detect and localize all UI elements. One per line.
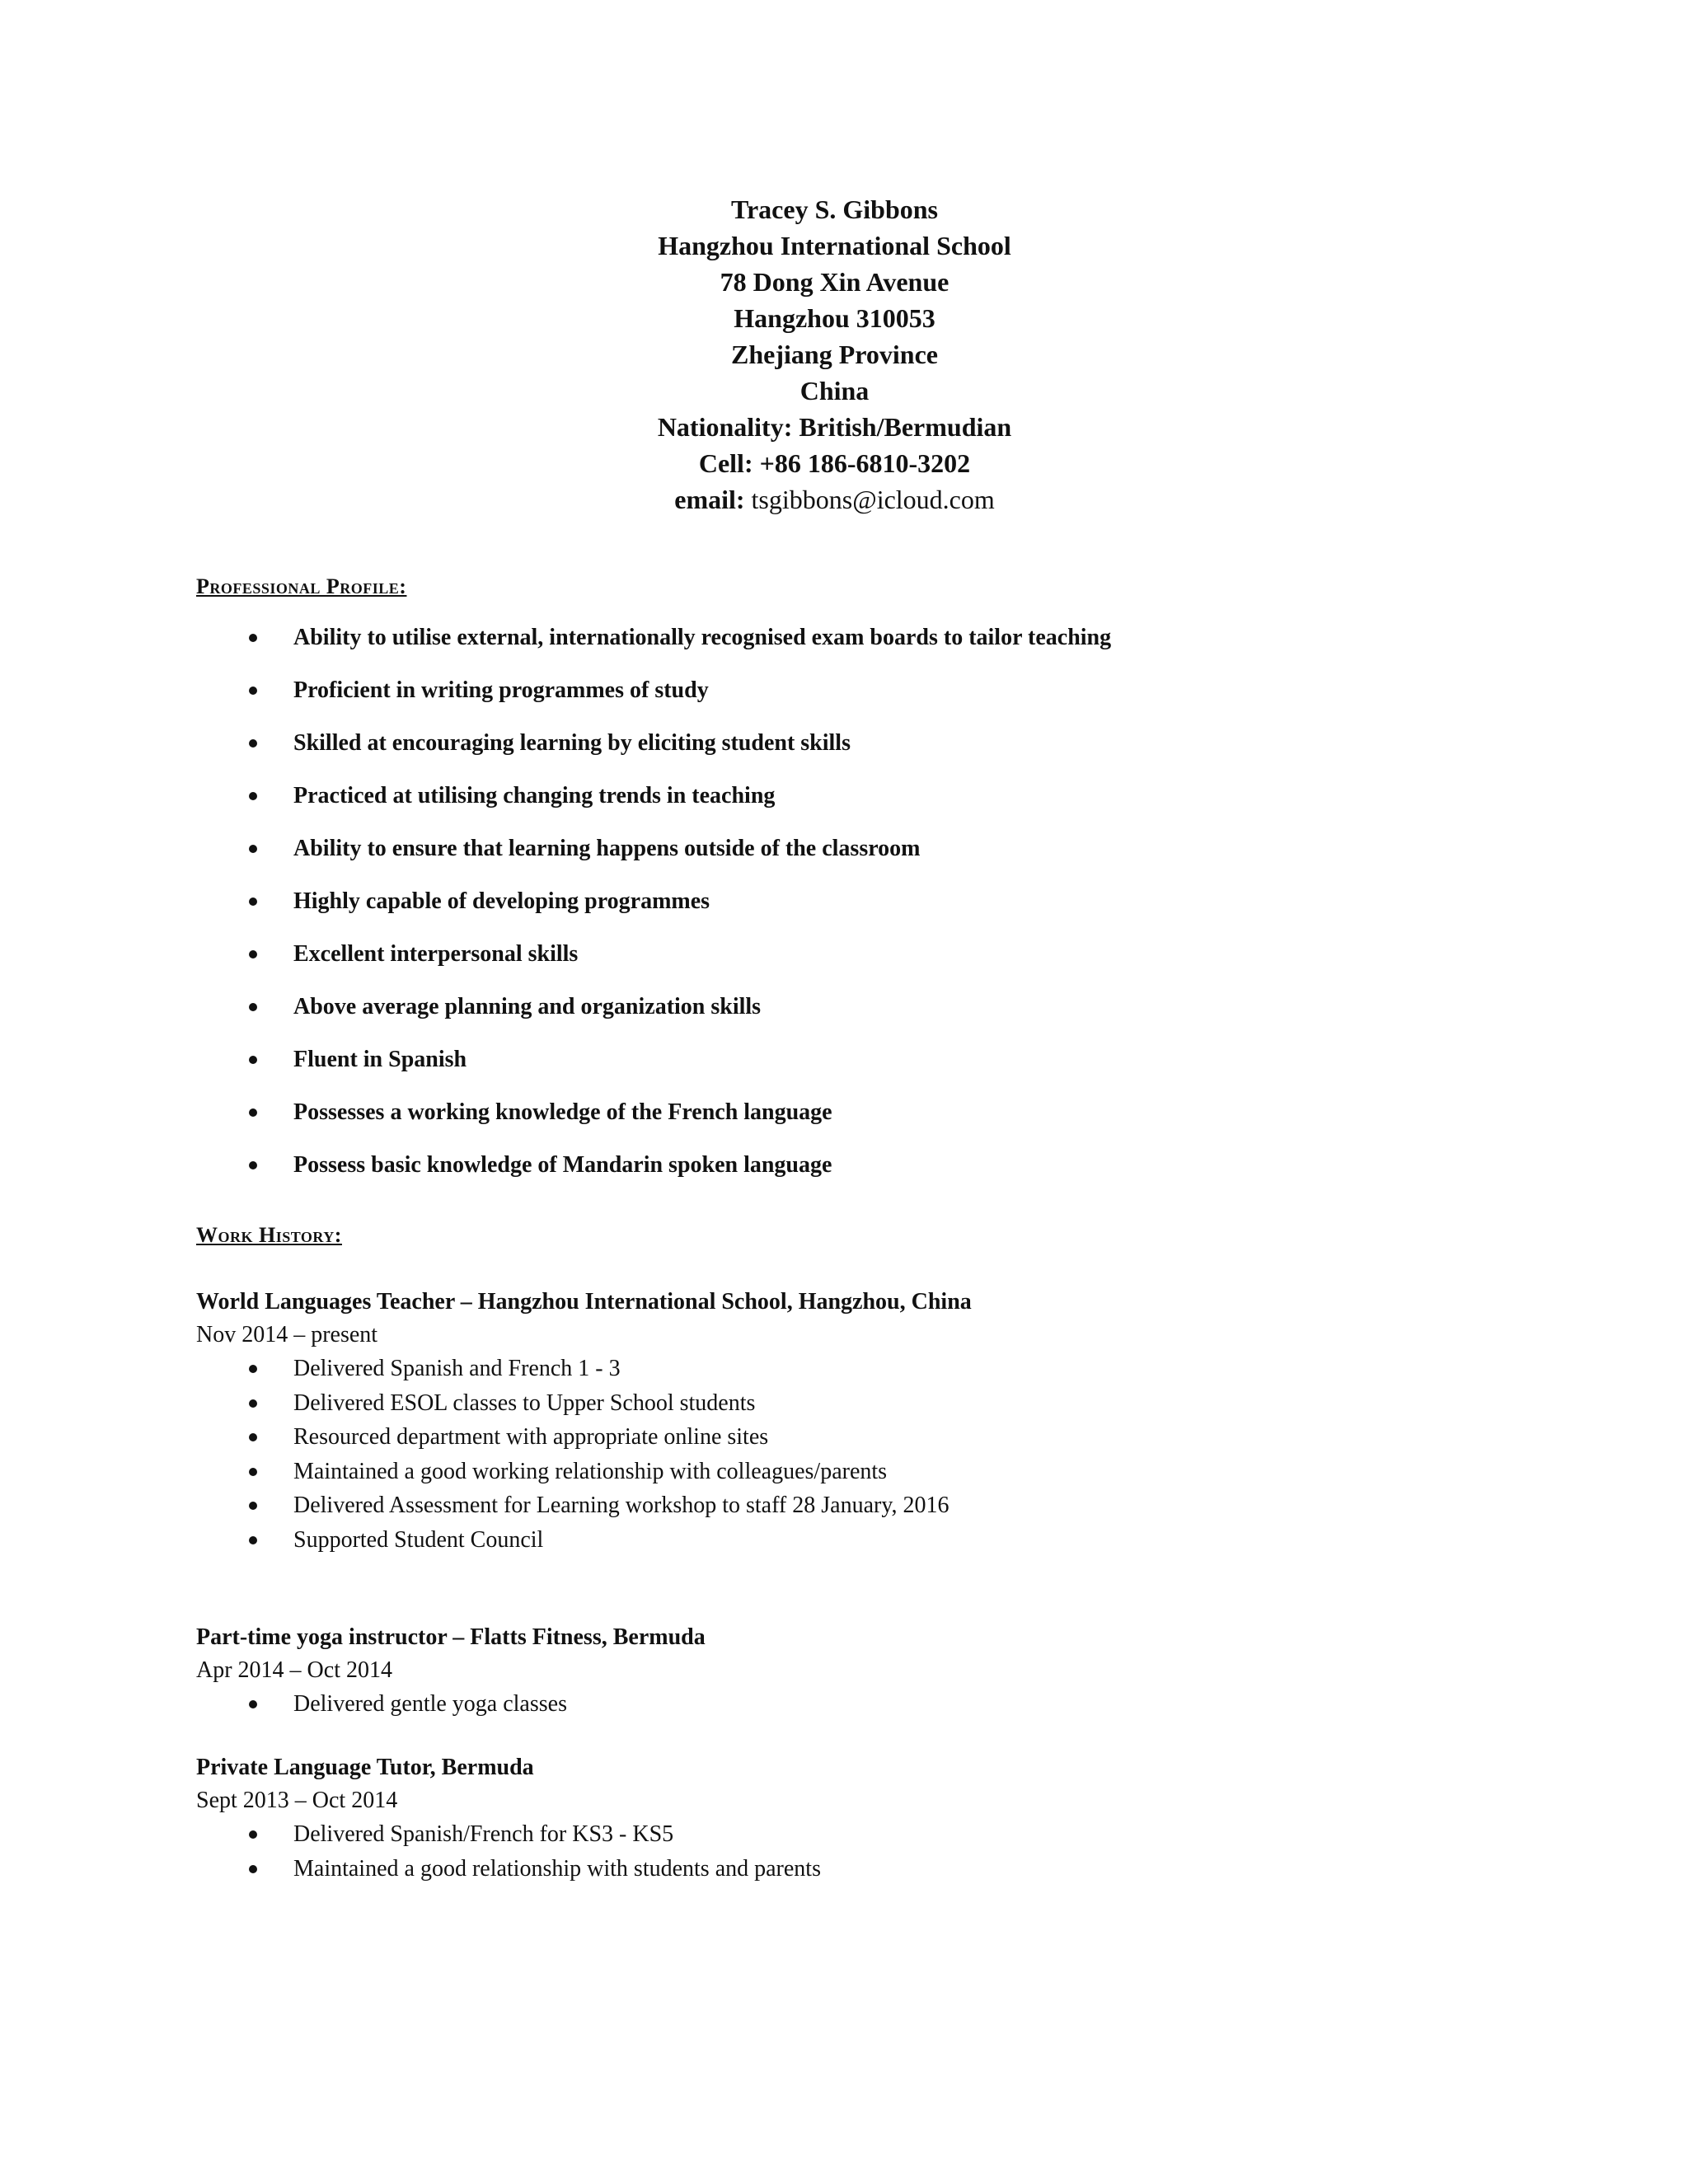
profile-item: Highly capable of developing programmes — [196, 885, 1111, 938]
duty-item: Resourced department with appropriate online sites — [196, 1420, 972, 1455]
profile-item: Possess basic knowledge of Mandarin spoken language — [196, 1149, 1111, 1202]
duty-item: Delivered Spanish/French for KS3 - KS5 — [196, 1817, 821, 1852]
contact-header — [0, 191, 1669, 518]
profile-item: Ability to utilise external, internationally recognised exam boards to tailor teaching — [196, 621, 1111, 674]
bullet-icon — [249, 792, 257, 800]
job-title: Private Language Tutor, Bermuda — [196, 1755, 534, 1780]
duty-list — [196, 1817, 821, 1886]
bullet-icon — [249, 1830, 257, 1839]
bullet-icon — [249, 1502, 257, 1510]
school-name: Hangzhou International School — [658, 231, 1011, 260]
bullet-icon — [249, 1365, 257, 1373]
bullet-icon — [249, 845, 257, 853]
duty-item: Supported Student Council — [196, 1523, 972, 1558]
bullet-icon — [249, 1468, 257, 1476]
street-address: 78 Dong Xin Avenue — [720, 267, 950, 297]
profile-list — [196, 621, 1111, 1202]
profile-item: Proficient in writing programmes of study — [196, 674, 1111, 727]
bullet-icon — [249, 1536, 257, 1544]
email-address: tsgibbons@icloud.com — [744, 485, 995, 514]
job-entry — [196, 1621, 706, 1722]
bullet-icon — [249, 898, 257, 906]
professional-profile-heading: Professional Profile: — [196, 574, 407, 598]
duty-list — [196, 1352, 972, 1557]
bullet-icon — [249, 1865, 257, 1873]
profile-item: Practiced at utilising changing trends in teaching — [196, 780, 1111, 832]
bullet-icon — [249, 1399, 257, 1408]
bullet-icon — [249, 1056, 257, 1064]
duty-item: Maintained a good working relationship with colleagues/parents — [196, 1455, 972, 1489]
job-title: World Languages Teacher – Hangzhou International School, Hangzhou, China — [196, 1289, 972, 1315]
bullet-icon — [249, 1003, 257, 1011]
profile-item: Skilled at encouraging learning by eliciting student skills — [196, 727, 1111, 780]
duty-item: Delivered gentle yoga classes — [196, 1687, 706, 1722]
email-label: email: — [674, 485, 745, 514]
profile-item: Above average planning and organization skills — [196, 991, 1111, 1043]
bullet-icon — [249, 950, 257, 958]
bullet-icon — [249, 634, 257, 642]
email-line — [0, 481, 1669, 518]
job-entry — [196, 1286, 972, 1557]
profile-item: Possesses a working knowledge of the French language — [196, 1096, 1111, 1149]
province: Zhejiang Province — [731, 340, 938, 369]
profile-item: Fluent in Spanish — [196, 1043, 1111, 1096]
country: China — [799, 376, 870, 405]
nationality: Nationality: British/Bermudian — [657, 412, 1012, 442]
work-history-heading: Work History: — [196, 1223, 342, 1247]
job-dates: Nov 2014 – present — [196, 1322, 378, 1347]
bullet-icon — [249, 739, 257, 748]
name: Tracey S. Gibbons — [731, 194, 938, 224]
duty-item: Delivered Assessment for Learning workshop to staff 28 January, 2016 — [196, 1488, 972, 1523]
job-dates: Sept 2013 – Oct 2014 — [196, 1788, 398, 1813]
bullet-icon — [249, 1161, 257, 1169]
duty-list — [196, 1687, 706, 1722]
bullet-icon — [249, 687, 257, 695]
profile-item: Ability to ensure that learning happens outside of the classroom — [196, 832, 1111, 885]
bullet-icon — [249, 1433, 257, 1441]
job-entry — [196, 1751, 821, 1886]
bullet-icon — [249, 1700, 257, 1708]
profile-item: Excellent interpersonal skills — [196, 938, 1111, 991]
cell-phone: Cell: +86 186-6810-3202 — [698, 448, 971, 478]
job-title: Part-time yoga instructor – Flatts Fitness, Bermuda — [196, 1624, 706, 1650]
bullet-icon — [249, 1108, 257, 1117]
duty-item: Maintained a good relationship with students and parents — [196, 1852, 821, 1886]
city-postcode: Hangzhou 310053 — [734, 303, 935, 333]
duty-item: Delivered ESOL classes to Upper School students — [196, 1386, 972, 1421]
job-dates: Apr 2014 – Oct 2014 — [196, 1657, 392, 1683]
duty-item: Delivered Spanish and French 1 - 3 — [196, 1352, 972, 1386]
